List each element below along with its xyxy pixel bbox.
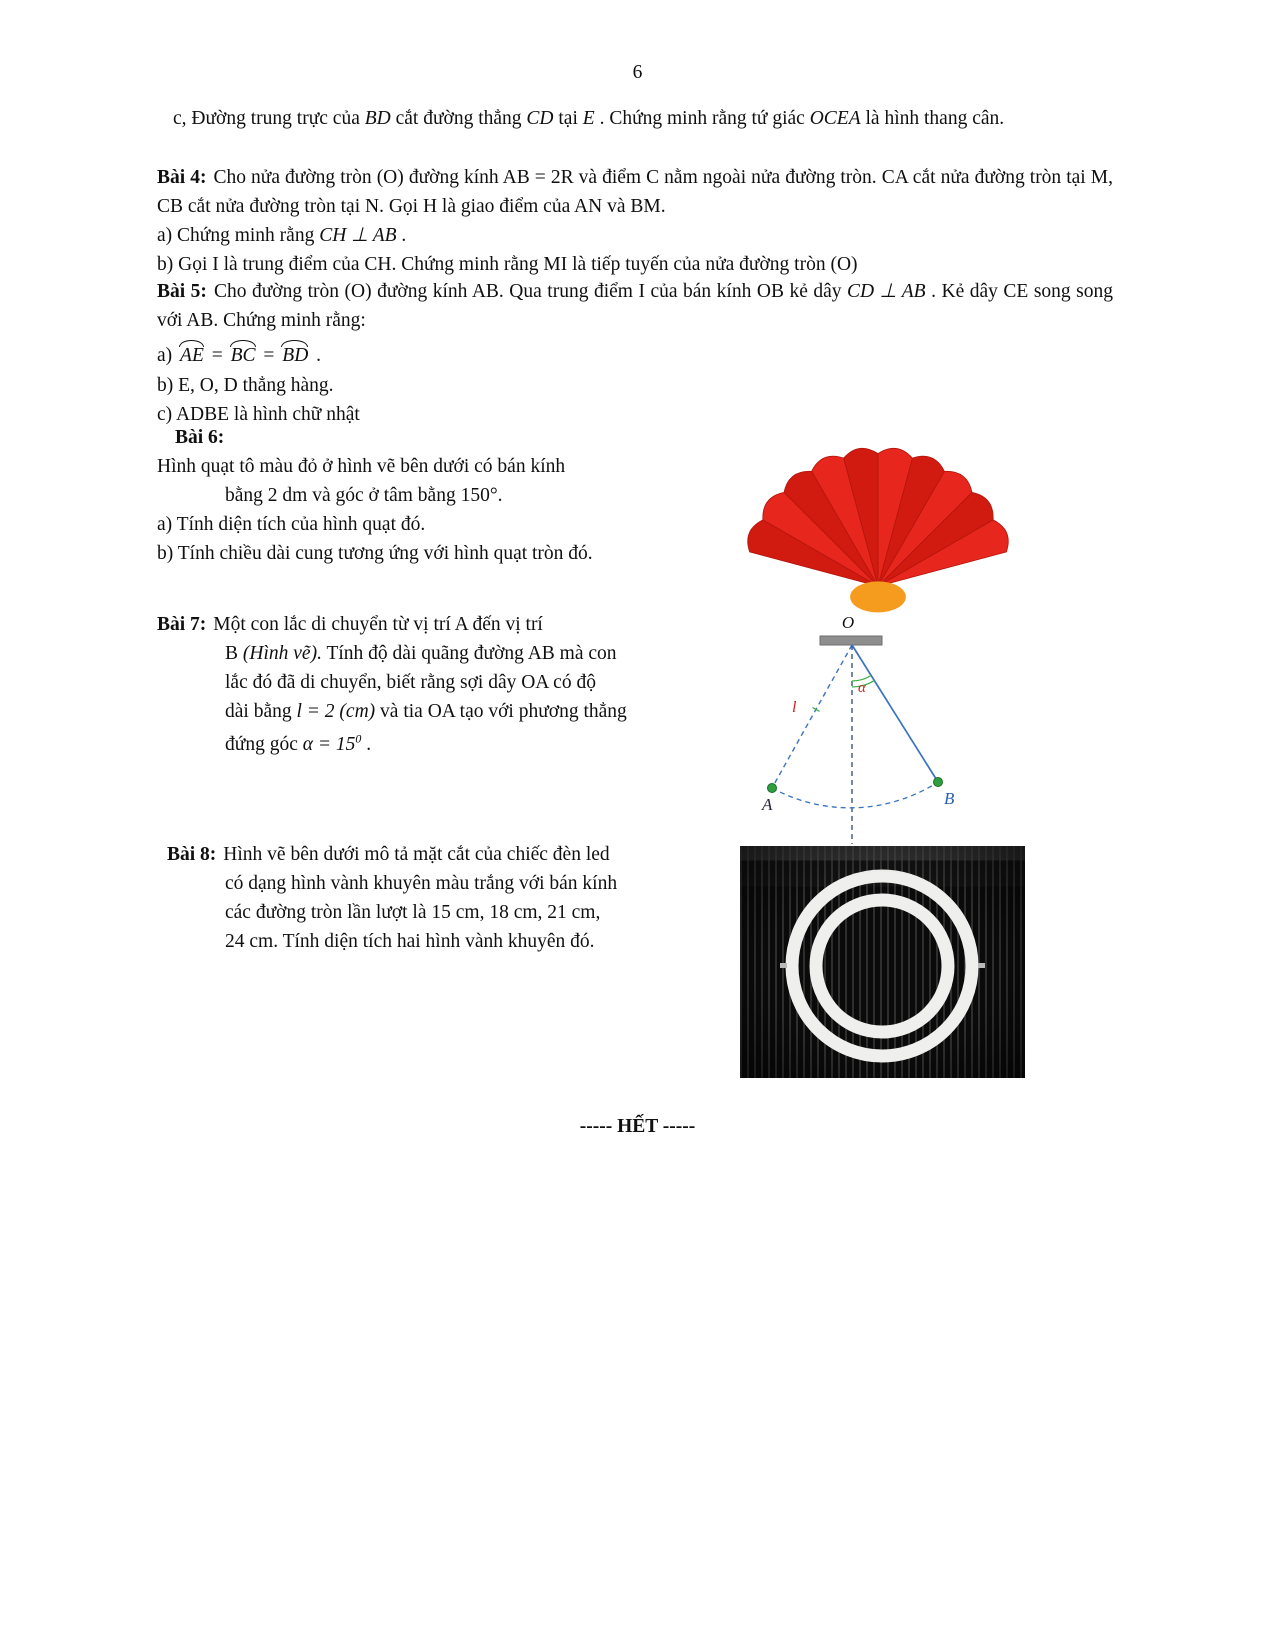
- math-bd: BD: [364, 108, 391, 129]
- math-cd: CD: [526, 108, 554, 129]
- ceiling-bar: [820, 636, 882, 645]
- math-angle-formula: $\alpha = 15^0$: [302, 731, 362, 755]
- arc-bc: BC: [230, 345, 256, 366]
- math-cd-perp-ab: CD ⊥ AB: [847, 281, 926, 302]
- problem-8-line3: các đường tròn lần lượt là 15 cm, 18 cm, 21 cm,: [225, 902, 601, 923]
- problem-4: [157, 163, 1113, 279]
- problem-5: [157, 277, 1113, 429]
- pendulum-string-right: [852, 645, 938, 782]
- problem-7-line1: Bài 7: Một con lắc di chuyển từ vị trí A đến vị trí: [157, 614, 543, 635]
- arc-ae: AE: [180, 345, 204, 366]
- problem-4-item-a: a) Chứng minh rằng CH ⊥ AB .: [157, 225, 407, 246]
- problem-8-label: Bài 8:: [167, 844, 217, 865]
- problem-7-line5: đứng góc $\alpha = 15^0$ .: [225, 731, 372, 755]
- pendulum-bob-a: [768, 784, 777, 793]
- problem-8: [167, 840, 742, 956]
- problem-7-line3: lắc đó đã di chuyển, biết rằng sợi dây OA có độ: [225, 672, 596, 693]
- pendulum-label-b: B: [944, 789, 955, 808]
- problem-7-label: Bài 7:: [157, 614, 207, 635]
- math-ch-perp-ab: CH ⊥ AB: [319, 225, 397, 246]
- problem-7-line2: B (Hình vẽ). Tính độ dài quãng đường AB mà con: [225, 643, 617, 664]
- led-photo: [740, 846, 1025, 1078]
- problem-4-label: Bài 4:: [157, 167, 207, 188]
- pendulum-figure: [752, 612, 967, 847]
- problem-3c-text: c, Đường trung trực của: [173, 108, 365, 129]
- swing-arc: [772, 782, 938, 808]
- problem-6: [157, 423, 757, 568]
- problem-6-item-b: b) Tính chiều dài cung tương ứng với hình quạt tròn đó.: [157, 543, 593, 564]
- fan-blades: [748, 448, 1009, 586]
- pendulum-label-alpha: α: [858, 680, 866, 696]
- fan-handle: [850, 581, 906, 612]
- problem-5-item-a: a) AE = BC = BD .: [157, 345, 322, 366]
- problem-6-label: Bài 6:: [175, 427, 225, 448]
- problem-4-body: Bài 4: Cho nửa đường tròn (O) đường kính AB = 2R và điểm C nằm ngoài nửa đường tròn. CA cắt nửa đường tròn tại M, CB cắt nửa đường tròn tại N. Gọi H là giao điểm của AN và BM.: [157, 167, 1113, 217]
- pendulum-bob-b: [934, 778, 943, 787]
- pendulum-label-o: O: [841, 613, 855, 632]
- problem-8-line4: 24 cm. Tính diện tích hai hình vành khuyên đó.: [225, 931, 595, 952]
- problem-4-item-b: b) Gọi I là trung điểm của CH. Chứng minh rằng MI là tiếp tuyến của nửa đường tròn (O): [157, 254, 858, 275]
- problem-6-line2: bằng 2 dm và góc ở tâm bằng 150°.: [225, 485, 503, 506]
- problem-8-line1: Bài 8: Hình vẽ bên dưới mô tả mặt cắt của chiếc đèn led: [167, 844, 610, 865]
- page-number: 6: [632, 62, 643, 83]
- problem-6-line1: Hình quạt tô màu đỏ ở hình vẽ bên dưới có bán kính: [157, 456, 566, 477]
- problem-7: [157, 610, 757, 759]
- led-vignette: [740, 846, 1025, 1078]
- fan-figure: [728, 428, 1028, 614]
- problem-8-line2: có dạng hình vành khuyên màu trắng với bán kính: [225, 873, 618, 894]
- math-ocea: OCEA: [809, 108, 861, 129]
- problem-3c: c, Đường trung trực của BD cắt đường thẳng CD tại E . Chứng minh rằng tứ giác OCEA là hình thang cân.: [173, 108, 1005, 129]
- hinh-ve-italic: (Hình vẽ).: [242, 643, 322, 664]
- problem-5-item-c: c) ADBE là hình chữ nhật: [157, 404, 360, 425]
- math-length-formula: l = 2 (cm): [296, 701, 376, 722]
- arc-bd: BD: [282, 345, 309, 366]
- problem-5-body: Bài 5: Cho đường tròn (O) đường kính AB. Qua trung điểm I của bán kính OB kẻ dây CD ⊥ AB . Kẻ dây CE song song với AB. Chứng minh rằng:: [157, 281, 1113, 331]
- pendulum-label-a: A: [762, 795, 773, 814]
- end-marker: ----- HẾT -----: [579, 1116, 696, 1137]
- pendulum-string-left: [772, 645, 852, 788]
- math-e: E: [582, 108, 595, 129]
- problem-5-item-b: b) E, O, D thẳng hàng.: [157, 375, 334, 396]
- pendulum-label-length: l: [792, 699, 797, 716]
- problem-6-item-a: a) Tính diện tích của hình quạt đó.: [157, 514, 426, 535]
- problem-5-label: Bài 5:: [157, 281, 207, 302]
- problem-7-line4: dài bằng l = 2 (cm) và tia OA tạo với phương thẳng: [225, 701, 627, 722]
